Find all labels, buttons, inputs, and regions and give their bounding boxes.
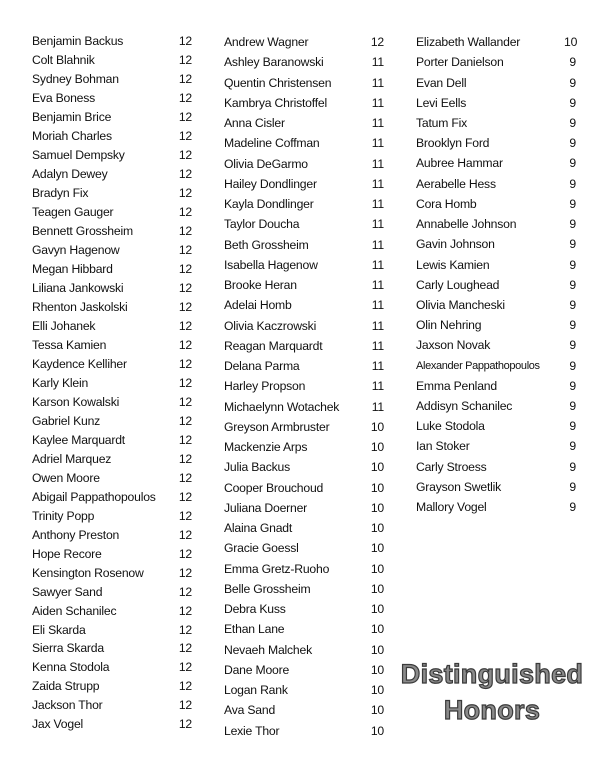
student-name: Olivia DeGarmo xyxy=(224,156,308,171)
student-row xyxy=(32,468,192,487)
student-row xyxy=(416,113,576,133)
title-line-1: Distinguished xyxy=(400,659,584,689)
student-row xyxy=(416,396,576,416)
student-grade: 9 xyxy=(569,378,576,393)
student-row xyxy=(416,254,576,274)
student-row xyxy=(416,295,576,315)
student-grade: 12 xyxy=(178,91,192,106)
student-name: Sydney Bohman xyxy=(32,72,119,87)
student-grade: 9 xyxy=(569,217,576,232)
student-row xyxy=(32,411,192,430)
student-row xyxy=(416,174,576,194)
student-grade: 12 xyxy=(178,319,192,334)
student-grade: 12 xyxy=(178,375,192,390)
student-name: Elli Johanek xyxy=(32,319,96,334)
student-grade: 10 xyxy=(370,723,384,738)
student-row xyxy=(416,133,576,153)
student-row xyxy=(32,373,192,392)
student-grade: 11 xyxy=(371,95,384,110)
student-name: Anthony Preston xyxy=(32,527,120,542)
honor-roll-column-2 xyxy=(224,32,384,741)
student-name: Kensington Rosenow xyxy=(32,565,144,580)
student-grade: 12 xyxy=(178,508,192,523)
student-grade: 10 xyxy=(370,561,384,576)
student-grade: 11 xyxy=(371,237,384,252)
student-row xyxy=(224,437,384,457)
student-name: Kenna Stodola xyxy=(32,660,110,675)
student-row xyxy=(32,241,192,260)
student-grade: 11 xyxy=(371,156,384,171)
student-name: Reagan Marquardt xyxy=(224,338,323,353)
student-grade: 9 xyxy=(569,156,576,171)
student-name: Levi Eells xyxy=(416,95,467,110)
student-grade: 12 xyxy=(178,224,192,239)
student-row xyxy=(224,133,384,153)
student-name: Brooke Heran xyxy=(224,278,297,293)
student-grade: 12 xyxy=(178,300,192,315)
student-row xyxy=(224,356,384,376)
student-grade: 9 xyxy=(569,338,576,353)
student-row xyxy=(416,335,576,355)
student-grade: 12 xyxy=(178,717,192,732)
student-name: Benjamin Brice xyxy=(32,110,112,125)
student-name: Juliana Doerner xyxy=(224,500,308,515)
student-name: Cora Homb xyxy=(416,196,477,211)
student-grade: 12 xyxy=(178,584,192,599)
student-grade: 12 xyxy=(178,337,192,352)
student-grade: 12 xyxy=(370,35,384,50)
student-name: Aerabelle Hess xyxy=(416,176,496,191)
student-row xyxy=(32,260,192,279)
student-grade: 12 xyxy=(178,72,192,87)
student-name: Mallory Vogel xyxy=(416,500,487,515)
student-name: Jaxson Novak xyxy=(416,338,491,353)
student-grade: 9 xyxy=(569,176,576,191)
student-name: Kambrya Christoffel xyxy=(224,95,327,110)
student-name: Ethan Lane xyxy=(224,622,285,637)
student-row xyxy=(32,563,192,582)
student-grade: 10 xyxy=(370,683,384,698)
student-name: Jax Vogel xyxy=(32,717,84,732)
student-grade: 10 xyxy=(370,703,384,718)
student-name: Brooklyn Ford xyxy=(416,136,490,151)
student-grade: 11 xyxy=(371,55,384,70)
student-grade: 11 xyxy=(371,217,384,232)
student-row xyxy=(224,457,384,477)
student-grade: 9 xyxy=(569,318,576,333)
student-grade: 12 xyxy=(178,34,192,49)
student-name: Quentin Christensen xyxy=(224,75,332,90)
student-name: Isabella Hagenow xyxy=(224,257,318,272)
student-name: Gabriel Kunz xyxy=(32,413,101,428)
student-row xyxy=(224,73,384,93)
student-row xyxy=(224,498,384,518)
student-grade: 10 xyxy=(370,521,384,536)
student-grade: 9 xyxy=(569,115,576,130)
student-grade: 12 xyxy=(178,413,192,428)
student-grade: 12 xyxy=(178,489,192,504)
student-row xyxy=(32,203,192,222)
student-row xyxy=(224,579,384,599)
title-line-2: Honors xyxy=(443,695,541,725)
student-name: Olivia Kaczrowski xyxy=(224,318,317,333)
honor-roll-column-1 xyxy=(32,32,192,734)
student-name: Gavin Johnson xyxy=(416,237,495,252)
student-row xyxy=(224,680,384,700)
student-row xyxy=(416,52,576,72)
student-grade: 12 xyxy=(178,603,192,618)
student-name: Sawyer Sand xyxy=(32,584,103,599)
student-row xyxy=(32,336,192,355)
student-row xyxy=(224,52,384,72)
student-grade: 12 xyxy=(178,451,192,466)
student-grade: 11 xyxy=(371,359,384,374)
student-row xyxy=(32,127,192,146)
student-grade: 12 xyxy=(178,186,192,201)
student-grade: 10 xyxy=(370,602,384,617)
student-grade: 9 xyxy=(569,75,576,90)
student-row xyxy=(32,146,192,165)
student-row xyxy=(224,214,384,234)
student-grade: 12 xyxy=(178,110,192,125)
student-grade: 11 xyxy=(371,116,384,131)
student-row xyxy=(224,559,384,579)
student-name: Belle Grossheim xyxy=(224,581,311,596)
student-name: Carly Stroess xyxy=(416,459,487,474)
student-row xyxy=(32,70,192,89)
student-row xyxy=(416,477,576,497)
student-row xyxy=(224,336,384,356)
student-row xyxy=(416,376,576,396)
student-grade: 9 xyxy=(569,55,576,70)
student-grade: 12 xyxy=(178,243,192,258)
student-grade: 10 xyxy=(370,500,384,515)
student-name: Karson Kowalski xyxy=(32,394,120,409)
student-row xyxy=(32,392,192,411)
student-grade: 12 xyxy=(178,281,192,296)
student-row xyxy=(224,174,384,194)
student-row xyxy=(32,639,192,658)
student-row xyxy=(32,89,192,108)
student-grade: 11 xyxy=(371,338,384,353)
student-grade: 11 xyxy=(371,399,384,414)
student-grade: 11 xyxy=(371,197,384,212)
student-name: Michaelynn Wotachek xyxy=(224,399,340,414)
student-name: Greyson Armbruster xyxy=(224,419,330,434)
student-name: Colt Blahnik xyxy=(32,53,95,68)
student-name: Adelai Homb xyxy=(224,298,292,313)
student-grade: 10 xyxy=(370,419,384,434)
student-grade: 12 xyxy=(178,546,192,561)
student-name: Alaina Gnadt xyxy=(224,521,293,536)
student-grade: 12 xyxy=(178,641,192,656)
student-row xyxy=(224,235,384,255)
student-row xyxy=(32,677,192,696)
student-name: Benjamin Backus xyxy=(32,34,124,49)
student-grade: 9 xyxy=(569,297,576,312)
student-grade: 9 xyxy=(569,439,576,454)
student-grade: 12 xyxy=(178,129,192,144)
student-name: Jackson Thor xyxy=(32,698,103,713)
student-grade: 9 xyxy=(569,257,576,272)
student-grade: 10 xyxy=(370,480,384,495)
student-grade: 12 xyxy=(178,660,192,675)
student-grade: 11 xyxy=(371,257,384,272)
student-row xyxy=(224,700,384,720)
student-row xyxy=(32,165,192,184)
student-row xyxy=(32,449,192,468)
student-name: Aubree Hammar xyxy=(416,156,503,171)
student-name: Alexander Pappathopoulos xyxy=(416,359,540,372)
student-row xyxy=(32,601,192,620)
student-grade: 9 xyxy=(569,237,576,252)
student-row xyxy=(32,279,192,298)
student-name: Emma Penland xyxy=(416,378,497,393)
student-name: Emma Gretz-Ruoho xyxy=(224,561,330,576)
student-name: Delana Parma xyxy=(224,359,300,374)
student-row xyxy=(32,32,192,51)
student-row xyxy=(416,497,576,517)
student-grade: 12 xyxy=(178,432,192,447)
student-grade: 11 xyxy=(371,176,384,191)
student-grade: 9 xyxy=(569,419,576,434)
student-name: Julia Backus xyxy=(224,460,291,475)
student-row xyxy=(224,619,384,639)
student-grade: 10 xyxy=(370,440,384,455)
student-name: Harley Propson xyxy=(224,379,306,394)
student-row xyxy=(32,222,192,241)
student-grade: 10 xyxy=(370,460,384,475)
student-row xyxy=(416,315,576,335)
student-name: Olin Nehring xyxy=(416,318,482,333)
student-name: Cooper Brouchoud xyxy=(224,480,324,495)
student-row xyxy=(32,582,192,601)
student-grade: 12 xyxy=(178,167,192,182)
student-name: Grayson Swetlik xyxy=(416,479,502,494)
student-row xyxy=(32,51,192,70)
student-row xyxy=(416,275,576,295)
student-name: Abigail Pappathopoulos xyxy=(32,489,156,504)
student-name: Moriah Charles xyxy=(32,129,112,144)
student-name: Eli Skarda xyxy=(32,622,86,637)
student-row xyxy=(416,356,576,376)
student-row xyxy=(32,696,192,715)
student-row xyxy=(416,416,576,436)
student-name: Ashley Baranowski xyxy=(224,55,324,70)
student-grade: 11 xyxy=(371,278,384,293)
student-name: Beth Grossheim xyxy=(224,237,309,252)
student-row xyxy=(224,194,384,214)
student-name: Aiden Schanilec xyxy=(32,603,117,618)
student-row xyxy=(416,153,576,173)
student-grade: 9 xyxy=(569,479,576,494)
student-row xyxy=(32,506,192,525)
student-grade: 11 xyxy=(371,298,384,313)
student-row xyxy=(224,275,384,295)
student-row xyxy=(32,487,192,506)
student-name: Madeline Coffman xyxy=(224,136,320,151)
student-name: Gracie Goessl xyxy=(224,541,299,556)
student-name: Logan Rank xyxy=(224,683,288,698)
student-name: Eva Boness xyxy=(32,91,96,106)
student-row xyxy=(224,599,384,619)
student-row xyxy=(416,234,576,254)
student-name: Ava Sand xyxy=(224,703,276,718)
page-title xyxy=(394,656,590,728)
student-row xyxy=(416,72,576,92)
student-grade: 10 xyxy=(370,541,384,556)
student-name: Zaida Strupp xyxy=(32,679,100,694)
student-name: Rhenton Jaskolski xyxy=(32,300,128,315)
student-name: Andrew Wagner xyxy=(224,35,309,50)
student-grade: 9 xyxy=(569,399,576,414)
student-grade: 10 xyxy=(370,662,384,677)
student-row xyxy=(224,538,384,558)
student-name: Gavyn Hagenow xyxy=(32,243,120,258)
student-name: Lewis Kamien xyxy=(416,257,490,272)
student-name: Hope Recore xyxy=(32,546,102,561)
student-row xyxy=(32,298,192,317)
student-grade: 10 xyxy=(370,642,384,657)
student-name: Adalyn Dewey xyxy=(32,167,108,182)
student-grade: 12 xyxy=(178,679,192,694)
student-grade: 12 xyxy=(178,698,192,713)
student-name: Olivia Mancheski xyxy=(416,297,505,312)
student-grade: 9 xyxy=(569,277,576,292)
student-name: Evan Dell xyxy=(416,75,467,90)
student-name: Teagen Gauger xyxy=(32,205,114,220)
student-name: Anna Cisler xyxy=(224,116,285,131)
student-grade: 9 xyxy=(569,95,576,110)
student-row xyxy=(224,32,384,52)
student-row xyxy=(224,640,384,660)
student-name: Samuel Dempsky xyxy=(32,148,125,163)
student-grade: 12 xyxy=(178,262,192,277)
student-grade: 12 xyxy=(178,527,192,542)
student-name: Bradyn Fix xyxy=(32,186,89,201)
student-name: Elizabeth Wallander xyxy=(416,35,521,50)
student-row xyxy=(32,715,192,734)
student-row xyxy=(224,376,384,396)
student-row xyxy=(224,113,384,133)
student-name: Lexie Thor xyxy=(224,723,280,738)
student-row xyxy=(224,295,384,315)
student-row xyxy=(416,457,576,477)
student-row xyxy=(32,658,192,677)
student-grade: 12 xyxy=(178,565,192,580)
student-row xyxy=(416,93,576,113)
student-grade: 9 xyxy=(569,500,576,515)
student-row xyxy=(416,194,576,214)
student-name: Kaylee Marquardt xyxy=(32,432,125,447)
student-grade: 12 xyxy=(178,356,192,371)
student-name: Megan Hibbard xyxy=(32,262,113,277)
student-row xyxy=(224,154,384,174)
student-name: Mackenzie Arps xyxy=(224,440,308,455)
student-row xyxy=(224,316,384,336)
student-grade: 12 xyxy=(178,205,192,220)
student-name: Addisyn Schanilec xyxy=(416,399,513,414)
honor-roll-column-3 xyxy=(416,32,576,517)
student-row xyxy=(416,32,576,52)
student-name: Tessa Kamien xyxy=(32,337,107,352)
student-row xyxy=(224,660,384,680)
student-row xyxy=(224,478,384,498)
student-name: Nevaeh Malchek xyxy=(224,642,312,657)
student-grade: 10 xyxy=(370,581,384,596)
student-name: Tatum Fix xyxy=(416,115,468,130)
student-grade: 11 xyxy=(371,75,384,90)
student-row xyxy=(224,255,384,275)
student-grade: 12 xyxy=(178,394,192,409)
student-name: Annabelle Johnson xyxy=(416,217,517,232)
student-row xyxy=(224,93,384,113)
student-grade: 9 xyxy=(569,196,576,211)
student-name: Debra Kuss xyxy=(224,602,286,617)
student-grade: 10 xyxy=(370,622,384,637)
student-grade: 11 xyxy=(371,379,384,394)
student-grade: 12 xyxy=(178,622,192,637)
student-row xyxy=(416,214,576,234)
student-name: Luke Stodola xyxy=(416,419,485,434)
student-grade: 12 xyxy=(178,53,192,68)
student-row xyxy=(224,721,384,741)
student-name: Taylor Doucha xyxy=(224,217,300,232)
student-grade: 11 xyxy=(371,318,384,333)
student-grade: 11 xyxy=(371,136,384,151)
student-name: Karly Klein xyxy=(32,375,89,390)
student-row xyxy=(32,354,192,373)
student-row xyxy=(32,620,192,639)
student-name: Bennett Grossheim xyxy=(32,224,133,239)
student-row xyxy=(224,417,384,437)
student-row xyxy=(416,436,576,456)
student-grade: 9 xyxy=(569,136,576,151)
student-grade: 10 xyxy=(564,35,578,50)
student-name: Kaydence Kelliher xyxy=(32,356,127,371)
student-name: Liliana Jankowski xyxy=(32,281,124,296)
student-name: Ian Stoker xyxy=(416,439,470,454)
student-grade: 12 xyxy=(178,470,192,485)
student-name: Owen Moore xyxy=(32,470,100,485)
student-name: Kayla Dondlinger xyxy=(224,197,314,212)
student-name: Sierra Skarda xyxy=(32,641,104,656)
student-row xyxy=(224,518,384,538)
student-grade: 9 xyxy=(569,459,576,474)
student-row xyxy=(32,184,192,203)
student-row xyxy=(32,525,192,544)
student-name: Carly Loughead xyxy=(416,277,500,292)
student-grade: 9 xyxy=(569,358,576,373)
student-row xyxy=(32,108,192,127)
student-row xyxy=(32,430,192,449)
student-row xyxy=(224,397,384,417)
student-name: Hailey Dondlinger xyxy=(224,176,317,191)
student-name: Trinity Popp xyxy=(32,508,95,523)
student-name: Adriel Marquez xyxy=(32,451,112,466)
student-grade: 12 xyxy=(178,148,192,163)
student-row xyxy=(32,544,192,563)
student-row xyxy=(32,317,192,336)
student-name: Dane Moore xyxy=(224,662,290,677)
student-name: Porter Danielson xyxy=(416,55,504,70)
